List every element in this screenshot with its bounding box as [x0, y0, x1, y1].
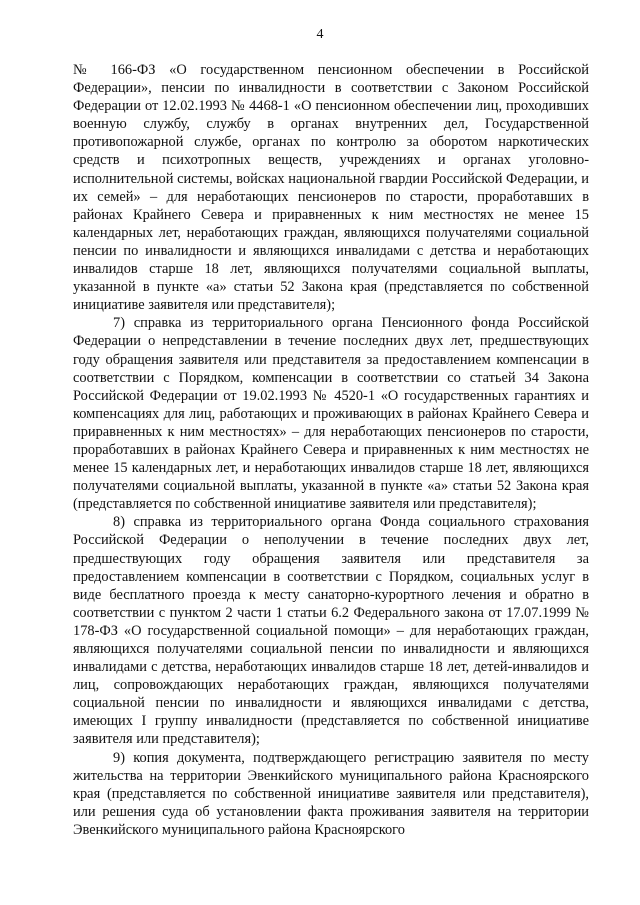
paragraph-item-9: 9) копия документа, подтверждающего регистрацию заявителя по месту жительства на территории Эвенкийского муниципального района Красноярского края (представляется по собственной инициативе заявителя или представителя), или решения суда об установлении факта проживания заявителя на территории Эвенкийского муниципального района Красноярского	[73, 749, 589, 838]
document-body	[73, 61, 589, 839]
paragraph-item-7: 7) справка из территориального органа Пенсионного фонда Российской Федерации о непредставлении в течение последних двух лет, предшествующих году обращения заявителя или представителя за предоставлением компенсации в соответствии с Порядком, компенсации в соответствии со статьей 34 Закона Российской Федерации от 19.02.1993 № 4520-1 «О государственных гарантиях и компенсациях для лиц, работающих и проживающих в районах Крайнего Севера и приравненных к ним местностях» – для неработающих пенсионеров по старости, проработавших в районах Крайнего Севера и приравненных к ним местностях не менее 15 календарных лет, и неработающих инвалидов старше 18 лет, являющихся получателями социальной выплаты, указанной в пункте «а» статьи 52 Закона края (представляется по собственной инициативе заявителя или представителя);	[73, 315, 589, 513]
paragraph-item-8: 8) справка из территориального органа Фонда социального страхования Российской Федерации о неполучении в течение последних двух лет, предшествующих году обращения заявителя или представителя за предоставлением компенсации в соответствии с Порядком, социальных услуг в виде бесплатного проезда к месту санаторно-курортного лечения и обратно в соответствии с пунктом 2 части 1 статьи 6.2 Федерального закона от 17.07.1999 № 178-ФЗ «О государственной социальной помощи» – для неработающих граждан, являющихся получателями социальной пенсии по инвалидности и являющихся инвалидами с детства, неработающих инвалидов старше 18 лет, детей-инвалидов и лиц, сопровождающих неработающих граждан, являющихся получателями социальной пенсии по инвалидности и являющихся инвалидами с детства, имеющих I группу инвалидности (представляется по собственной инициативе заявителя или представителя);	[73, 514, 589, 748]
paragraph-continuation: № 166-ФЗ «О государственном пенсионном обеспечении в Российской Федерации», пенсии по инвалидности в соответствии с Законом Российской Федерации от 12.02.1993 № 4468-1 «О пенсионном обеспечении лиц, проходивших военную службу, службу в органах внутренних дел, Государственной противопожарной службе, органах по контролю за оборотом наркотических средств и психотропных веществ, учреждениях и органах уголовно-исполнительной системы, войсках национальной гвардии Российской Федерации, и их семей» – для неработающих пенсионеров по старости, проработавших в районах Крайнего Севера и приравненных к ним местностях не менее 15 календарных лет, неработающих граждан, являющихся получателями социальной пенсии по инвалидности и являющихся инвалидами с детства и неработающих инвалидов старше 18 лет, являющихся получателями социальной выплаты, указанной в пункте «а» статьи 52 Закона края (представляется по собственной инициативе заявителя или представителя);	[73, 62, 589, 314]
page-number: 4	[316, 27, 324, 42]
